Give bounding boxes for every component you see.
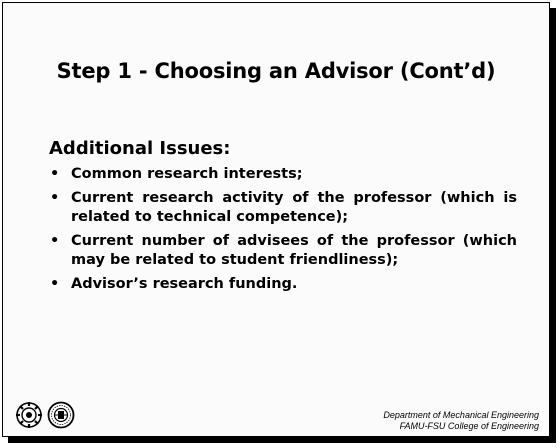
bullet-marker: • <box>50 276 60 292</box>
bullet-marker: • <box>50 190 60 206</box>
list-item <box>49 232 517 270</box>
footer-department: Department of Mechanical Engineering <box>383 410 539 420</box>
bullet-marker: • <box>50 166 60 182</box>
footer-college: FAMU-FSU College of Engineering <box>399 421 539 431</box>
slide-title: Step 1 - Choosing an Advisor (Cont’d) <box>56 59 496 83</box>
bullet-marker: • <box>50 233 60 249</box>
bullet-list <box>49 165 517 299</box>
list-item <box>49 165 517 184</box>
slide-shadow-bottom <box>8 437 556 443</box>
gear-seal-icon <box>16 402 42 428</box>
list-item <box>49 275 517 294</box>
bullet-text: Common research interests; <box>71 166 303 182</box>
university-seal-icon <box>49 403 74 428</box>
list-item <box>49 189 517 227</box>
slide-shadow-right <box>550 8 556 443</box>
bullet-text: Advisor’s research funding. <box>71 276 298 292</box>
logo-group <box>15 400 79 430</box>
slide <box>2 2 550 437</box>
bullet-text: Current number of advisees of the professor (which may be related to student friendliness); <box>71 233 517 268</box>
footer <box>383 410 539 432</box>
bullet-text: Current research activity of the professor (which is related to technical competence); <box>71 190 517 225</box>
section-heading: Additional Issues: <box>49 138 231 159</box>
